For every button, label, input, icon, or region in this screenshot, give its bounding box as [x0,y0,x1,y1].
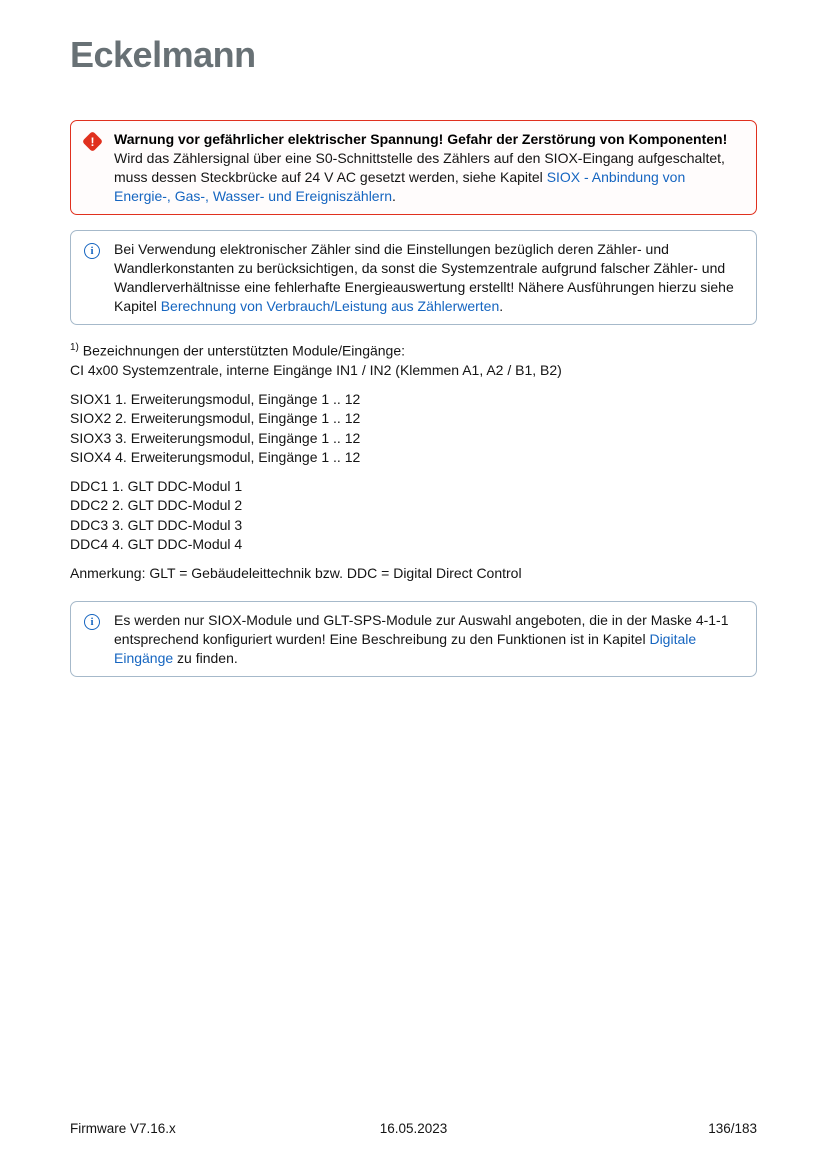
info-icon-column-2 [84,611,102,668]
info-2-body-text-after: zu finden. [173,650,238,667]
footnote-block [70,338,757,381]
warning-body-text-after: . [392,188,396,204]
link-digitale-eingaenge[interactable]: Digitale Eingänge [114,631,697,667]
info-1-text [114,240,742,316]
info-icon-column [84,240,102,316]
link-siox-anbindung[interactable]: SIOX - Anbindung von Energie-, Gas-, Wasser- und Ereigniszählern [114,169,686,204]
info-1-body-text-after: . [499,298,504,314]
info-icon-2-glyph: i [90,615,94,628]
page-footer [70,1121,757,1136]
info-callout-1 [70,230,757,325]
module-line-ddc3: DDC3 3. GLT DDC-Modul 3 [70,516,243,533]
ci-module-line: CI 4x00 Systemzentrale, interne Eingänge IN1 / IN2 (Klemmen A1, A2 / B1, B2) [70,362,562,379]
warning-icon-column [84,130,102,206]
warning-icon [82,131,103,152]
module-line-ddc2: DDC2 2. GLT DDC-Modul 2 [70,497,243,514]
warning-body-text: Wird das Zählersignal über eine S0-Schnittstelle des Zählers auf den SIOX-Eingang aufgeschaltet, muss dessen Steckbrücke auf 24 V AC gesetzt werden, siehe Kapitel [114,150,725,185]
footer-date: 16.05.2023 [379,1121,448,1136]
ddc-module-list [70,477,757,555]
footnote-line [70,338,757,361]
module-line-ddc1: DDC1 1. GLT DDC-Modul 1 [70,477,243,494]
footnote-text: Bezeichnungen der unterstützten Module/Eingänge: [78,342,406,359]
page-content [70,0,757,677]
info-1-body-text: Bei Verwendung elektronischer Zähler sind die Einstellungen bezüglich deren Zähler- und Wandlerkonstanten zu berücksichtigen, da sonst die Systemzentrale aufgrund falscher Zähler- und Wandlerverhältnisse eine fehlerhafte Energieauswertung erstellt! Nähere Ausführungen hierzu siehe Kapitel [114,241,734,314]
info-2-body-text: Es werden nur SIOX-Module und GLT-SPS-Module zur Auswahl angeboten, die in der Maske 4-1-1 entsprechend konfiguriert wurden! Eine Beschreibung zu den Funktionen ist in Kapitel [114,612,729,648]
footer-firmware-version: Firmware V7.16.x [70,1121,176,1136]
warning-title: Warnung vor gefährlicher elektrischer Spannung! Gefahr der Zerstörung von Komponenten! [114,131,728,147]
link-berechnung-verbrauch[interactable]: Berechnung von Verbrauch/Leistung aus Zählerwerten [160,298,500,314]
module-line-ddc4: DDC4 4. GLT DDC-Modul 4 [70,536,243,553]
siox-module-list [70,390,757,468]
footer-page-number: 136/183 [708,1121,757,1136]
warning-icon-glyph: ! [90,134,95,149]
warning-text [114,130,742,206]
info-icon-2 [84,614,100,630]
module-line-siox4: SIOX4 4. Erweiterungsmodul, Eingänge 1 .. 12 [70,449,361,466]
footnote-marker: 1) [70,342,79,353]
company-logo: Eckelmann [70,34,256,75]
info-icon-glyph: i [90,244,94,257]
remark-line: Anmerkung: GLT = Gebäudeleittechnik bzw. DDC = Digital Direct Control [70,564,522,581]
info-2-text [114,611,742,668]
module-line-siox2: SIOX2 2. Erweiterungsmodul, Eingänge 1 .. 12 [70,410,361,427]
warning-callout [70,120,757,215]
warning-body [114,149,742,206]
info-icon [84,243,100,259]
info-callout-2 [70,601,757,677]
module-line-siox1: SIOX1 1. Erweiterungsmodul, Eingänge 1 .. 12 [70,390,361,407]
module-line-siox3: SIOX3 3. Erweiterungsmodul, Eingänge 1 .. 12 [70,429,361,446]
